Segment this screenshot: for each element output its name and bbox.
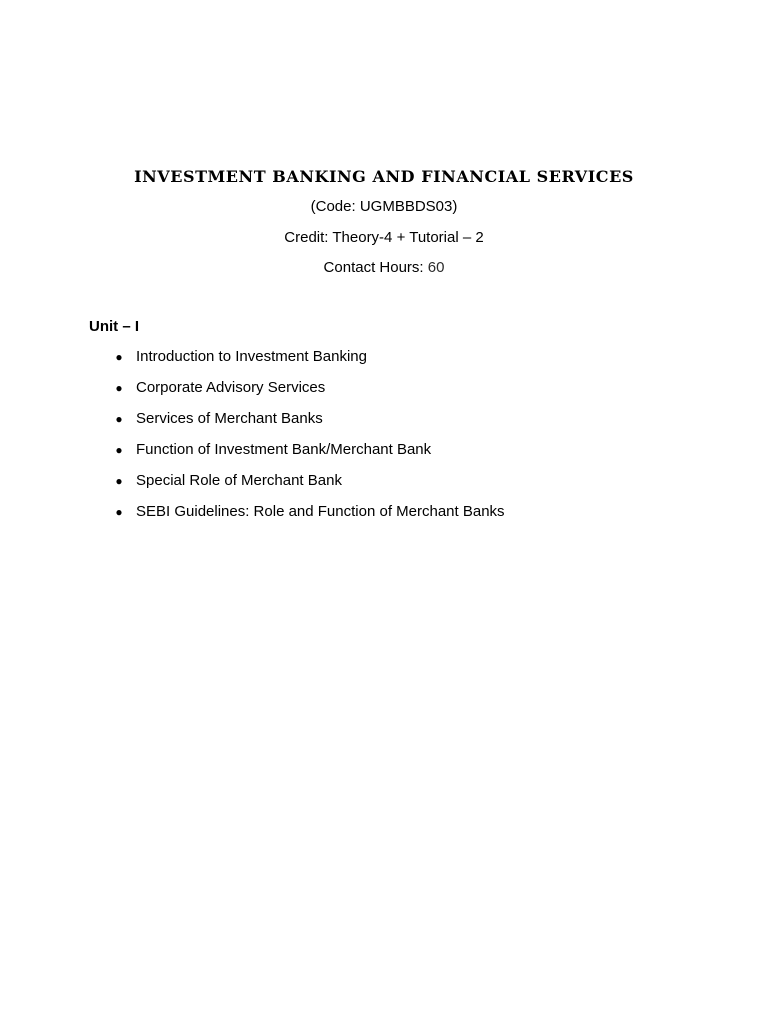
course-title: INVESTMENT BANKING AND FINANCIAL SERVICES [134,167,634,186]
list-item [0,409,768,440]
contact-hours-label: Contact Hours: [323,259,424,276]
list-item [0,347,768,378]
topic-text: Corporate Advisory Services [136,379,326,396]
course-code: (Code: UGMBBDS03) [310,198,458,215]
topic-text: Special Role of Merchant Bank [136,472,342,489]
list-item [0,502,768,533]
list-item [0,440,768,471]
bullet-icon: ● [115,381,123,395]
list-item [0,471,768,502]
topic-text: Services of Merchant Banks [136,410,323,427]
unit-heading: Unit – I [89,318,140,335]
bullet-icon: ● [115,350,123,364]
bullet-icon: ● [115,443,123,457]
topic-list [0,347,768,533]
topic-text: Introduction to Investment Banking [136,348,367,365]
course-credit: Credit: Theory-4 + Tutorial – 2 [284,229,484,246]
list-item [0,378,768,409]
bullet-icon: ● [115,412,123,426]
contact-hours-value: 60 [427,259,445,276]
topic-text: Function of Investment Bank/Merchant Bank [136,441,432,458]
contact-hours [0,258,768,278]
bullet-icon: ● [115,505,123,519]
bullet-icon: ● [115,474,123,488]
topic-text: SEBI Guidelines: Role and Function of Merchant Banks [136,503,505,520]
